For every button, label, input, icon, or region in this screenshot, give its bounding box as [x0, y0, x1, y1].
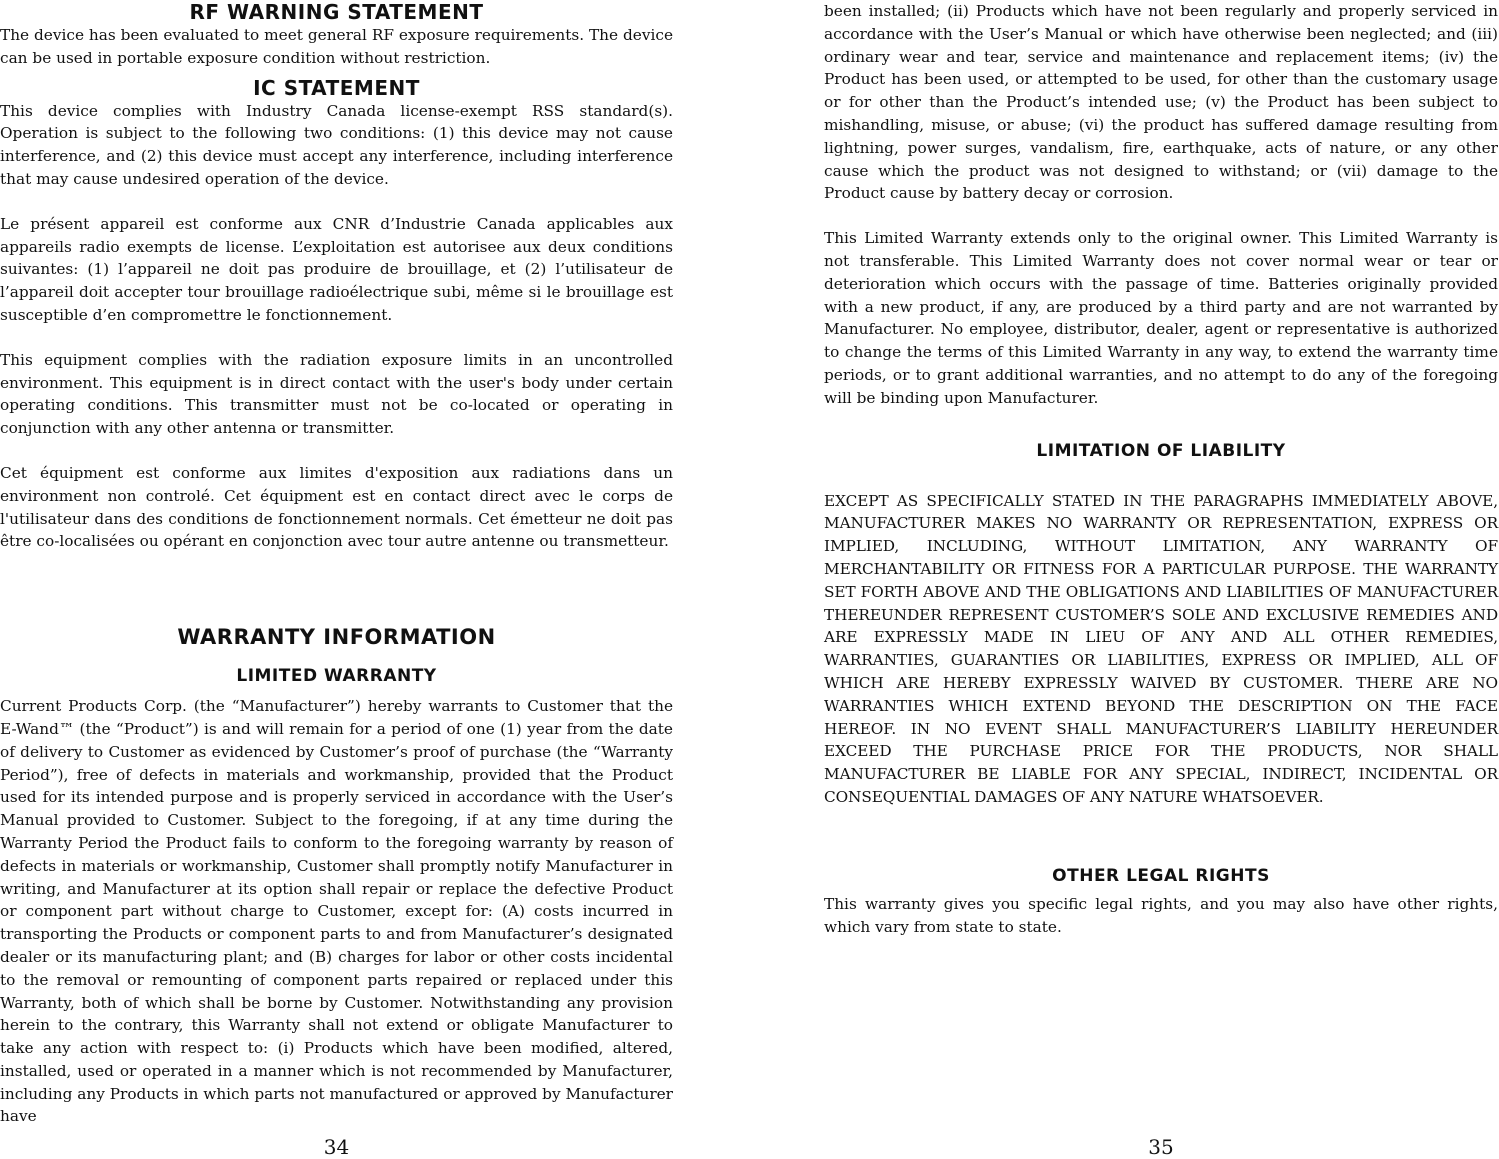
left-page: [0, 0, 673, 1159]
ic-statement-heading: IC STATEMENT: [253, 75, 420, 100]
rf-warning-text: The device has been evaluated to meet general RF exposure requirements. The device can be used in portable exposure condition without restriction.: [0, 26, 673, 67]
limited-warranty-heading: LIMITED WARRANTY: [236, 666, 437, 687]
page-number-right: 35: [1148, 1135, 1174, 1159]
warranty-continued-text: been installed; (ii) Products which have not been regularly and properly serviced in accordance with the User’s Manual or which have otherwise been neglected; and (iii) ordinary wear and tear, service and maintenance and replacement items; (iv) the Product has been used, or attempted to be used, for other than the customary usage or for other than the Product’s intended use; (v) the Product has been subject to mishandling, misuse, or abuse; (vi) the product has suffered damage resulting from lightning, power surges, vandalism, fire, earthquake, acts of nature, or any other cause which the product was not designed to withstand; or (vii) damage to the Product cause by battery decay or corrosion.: [824, 2, 1498, 203]
other-legal-rights-text: This warranty gives you specific legal rights, and you may also have other rights, which vary from state to state.: [824, 894, 1498, 936]
original-owner-text: This Limited Warranty extends only to the original owner. This Limited Warranty is not transferable. This Limited Warranty does not cover normal wear or tear or deterioration which occurs with the passage of time. Batteries originally provided with a new product, if any, are produced by a third party and are not warranted by Manufacturer. No employee, distributor, dealer, agent or representative is authorized to change the terms of this Limited Warranty in any way, to extend the warranty time periods, or to grant additional warranties, and no attempt to do any of the foregoing will be binding upon Manufacturer.: [824, 229, 1498, 407]
limited-warranty-text: Current Products Corp. (the “Manufacturer”) hereby warrants to Customer that the E-Wand™ (the “Product”) is and will remain for a period of one (1) year from the date of delivery to Customer as evidenced by Customer’s proof of purchase (the “Warranty Period”), free of defects in materials and workmanship, provided that the Product used for its intended purpose and is properly serviced in accordance with the User’s Manual provided to Customer. Subject to the foregoing, if at any time during the Warranty Period the Product fails to conform to the foregoing warranty by reason of defects in materials or workmanship, Customer shall promptly notify Manufacturer in writing, and Manufacturer at its option shall repair or replace the defective Product or component part without charge to Customer, except for: (A) costs incurred in transporting the Products or component parts to and from Manufacturer’s designated dealer or its manufacturing plant; and (B) charges for labor or other costs incidental to the removal or remounting of component parts repaired or replaced under this Warranty, both of which shall be borne by Customer. Notwithstanding any provision herein to the contrary, this Warranty shall not extend or obligate Manufacturer to take any action with respect to: (i) Products which have been modified, altered, installed, used or operated in a manner which is not recommended by Manufacturer, including any Products in which parts not manufactured or approved by Manufacturer have: [0, 697, 673, 1126]
radiation-paragraph-english: This equipment complies with the radiation exposure limits in an uncontrolled environment. This equipment is in direct contact with the user's body under certain operating conditions. This transmitter must not be co-located or operating in conjunction with any other antenna or transmitter.: [0, 350, 673, 438]
ic-paragraph-french: Le présent appareil est conforme aux CNR d’Industrie Canada applicables aux appareils radio exempts de license. L’exploitation est autorisee aux deux conditions suivantes: (1) l’appareil ne doit pas produire de brouillage, et (2) l’utilisateur de l’appareil doit accepter tour brouillage radioélectrique subi, même si le brouillage est susceptible d’en compromettre le fonctionnement.: [0, 214, 673, 324]
rf-warning-heading: RF WARNING STATEMENT: [189, 0, 484, 24]
limitation-of-liability-heading: LIMITATION OF LIABILITY: [1036, 440, 1286, 461]
other-legal-rights-heading: OTHER LEGAL RIGHTS: [1052, 865, 1270, 886]
ic-paragraph-english: This device complies with Industry Canada license-exempt RSS standard(s). Operation is subject to the following two conditions: (1) this device may not cause interference, and (2) this device must accept any interference, including interference that may cause undesired operation of the device.: [0, 101, 673, 188]
right-page: [824, 0, 1498, 1159]
radiation-paragraph-french: Cet équipment est conforme aux limites d'exposition aux radiations dans un environment non controlé. Cet équipment est en contact direct avec le corps de l'utilisateur dans des conditions de fonctionnement normals. Cet émetteur ne doit pas être co-localisées ou opérant en conjonction avec tour autre antenne ou transmetteur.: [0, 463, 673, 551]
limitation-of-liability-text: EXCEPT AS SPECIFICALLY STATED IN THE PARAGRAPHS IMMEDIATELY ABOVE, MANUFACTURER MAKES NO WARRANTY OR REPRESENTATION, EXPRESS OR IMPLIED, INCLUDING, WITHOUT LIMITATION, ANY WARRANTY OF MERCHANTABILITY OR FITNESS FOR A PARTICULAR PURPOSE. THE WARRANTY SET FORTH ABOVE AND THE OBLIGATIONS AND LIABILITIES OF MANUFACTURER THEREUNDER REPRESENT CUSTOMER’S SOLE AND EXCLUSIVE REMEDIES AND ARE EXPRESSLY MADE IN LIEU OF ANY AND ALL OTHER REMEDIES, WARRANTIES, GUARANTIES OR LIABILITIES, EXPRESS OR IMPLIED, ALL OF WHICH ARE HEREBY EXPRESSLY WAIVED BY CUSTOMER. THERE ARE NO WARRANTIES WHICH EXTEND BEYOND THE DESCRIPTION ON THE FACE HEREOF. IN NO EVENT SHALL MANUFACTURER’S LIABILITY HEREUNDER EXCEED THE PURCHASE PRICE FOR THE PRODUCTS, NOR SHALL MANUFACTURER BE LIABLE FOR ANY SPECIAL, INDIRECT, INCIDENTAL OR CONSEQUENTIAL DAMAGES OF ANY NATURE WHATSOEVER.: [824, 491, 1498, 806]
page-number-left: 34: [323, 1135, 350, 1159]
warranty-information-heading: WARRANTY INFORMATION: [177, 625, 496, 650]
